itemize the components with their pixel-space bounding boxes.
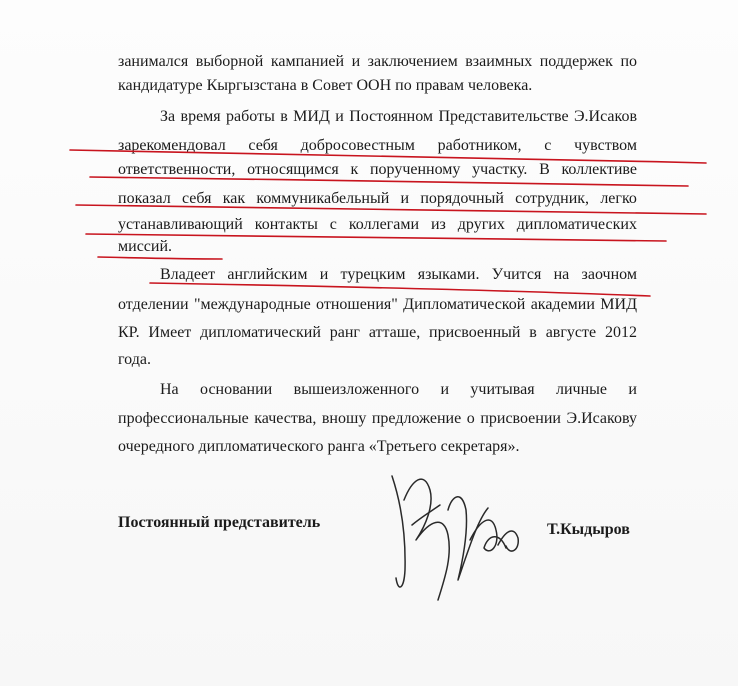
word: поддержек [539, 53, 613, 70]
word: добросовестным [300, 137, 415, 154]
word: с [329, 216, 337, 233]
word: о [466, 410, 475, 427]
word: других [457, 216, 505, 233]
word: Учится [491, 266, 542, 283]
word: Э.Исаков [573, 108, 637, 125]
word: английским [227, 266, 308, 283]
word: Владеет [160, 266, 216, 283]
word: ранг [329, 324, 360, 341]
signatory-title: Постоянный представитель [118, 514, 321, 531]
word: кампанией [270, 53, 345, 70]
word: личные [555, 381, 607, 398]
word: и [335, 108, 344, 125]
word: присвоении [480, 410, 561, 427]
word: Постоянном [349, 108, 434, 125]
word: ответственности, [118, 161, 236, 178]
signatory-name: Т.Кыдыров [547, 521, 630, 538]
word: контакты [254, 216, 318, 233]
word: и [440, 381, 450, 398]
word: по [620, 53, 637, 70]
word: в [529, 324, 537, 341]
word: За [160, 108, 176, 125]
word: МИД [600, 296, 637, 313]
text-line-12: года. [118, 351, 151, 368]
word: устанавливающий [118, 216, 243, 233]
word: в [280, 108, 288, 125]
word: Представительстве [438, 108, 569, 125]
word: качества, [254, 410, 317, 427]
word: турецким [340, 266, 406, 283]
text-line-2: кандидатуре Кыргызстана в Совет ООН по правам человека. [118, 77, 533, 94]
word: выборной [195, 53, 264, 70]
word: порученному [369, 161, 461, 178]
word: сотрудник, [515, 190, 590, 207]
word: августе [545, 324, 597, 341]
word: предложение [371, 410, 462, 427]
word: участку. [472, 161, 528, 178]
word: легко [600, 190, 637, 207]
word: порядочный [420, 190, 504, 207]
word: Дипломатической [403, 296, 526, 313]
word: с [544, 137, 552, 154]
word: вношу [321, 410, 367, 427]
word: к [350, 161, 359, 178]
word: Имеет [148, 324, 192, 341]
word: себя [248, 137, 278, 154]
word: взаимных [465, 53, 533, 70]
word: Э.Исакову [566, 410, 637, 427]
word: дипломатических [516, 216, 637, 233]
word: языками. [417, 266, 480, 283]
word: "международные [193, 296, 311, 313]
word: на [553, 266, 570, 283]
word: как [222, 190, 246, 207]
word: время [180, 108, 221, 125]
word: основании [200, 381, 273, 398]
text-line-8: миссий. [118, 238, 173, 255]
word: 2012 [604, 324, 637, 341]
word: и [319, 266, 329, 283]
word: работы [226, 108, 275, 125]
word: себя [182, 190, 212, 207]
word: атташе, [368, 324, 421, 341]
word: коллективе [561, 161, 637, 178]
word: отношения" [316, 296, 398, 313]
word: На [160, 381, 179, 398]
word: профессиональные [118, 410, 249, 427]
word: занимался [118, 53, 189, 70]
word: присвоенный [429, 324, 521, 341]
word: и [351, 53, 361, 70]
word: отделении [118, 296, 189, 313]
word: коллегами [348, 216, 420, 233]
word: вышеизложенного [293, 381, 420, 398]
word: дипломатический [200, 324, 321, 341]
word: заочном [581, 266, 637, 283]
word: учитывая [470, 381, 535, 398]
word: и [628, 381, 637, 398]
word: В [539, 161, 550, 178]
word: из [430, 216, 446, 233]
word: работником, [437, 137, 522, 154]
word: относящимся [247, 161, 339, 178]
text-line-15: очередного дипломатического ранга «Третьего секретаря». [118, 438, 520, 455]
word: заключением [367, 53, 458, 70]
word: и [400, 190, 410, 207]
word: показал [118, 190, 171, 207]
word: академии [530, 296, 595, 313]
word: зарекомендовал [118, 137, 226, 154]
word: МИД [293, 108, 330, 125]
word: КР. [118, 324, 140, 341]
word: чувством [574, 137, 637, 154]
word: коммуникабельный [256, 190, 390, 207]
